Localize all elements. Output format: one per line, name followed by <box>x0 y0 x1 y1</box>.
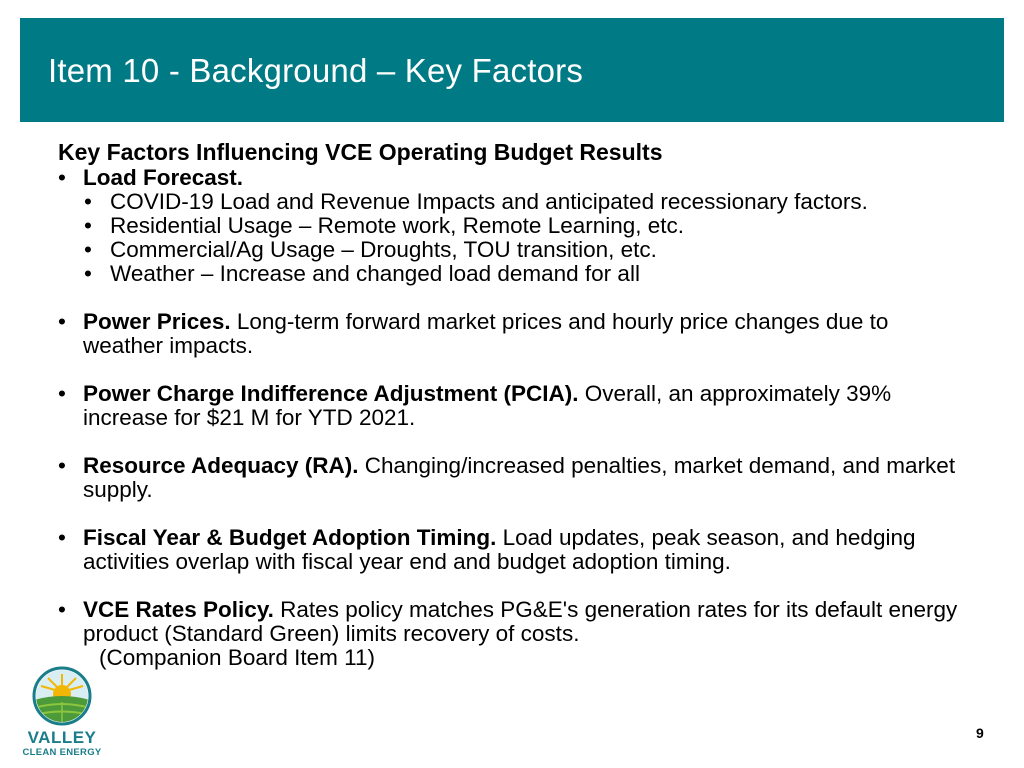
bullet-text: Load updates, peak season, and hedging activities overlap with fiscal year end and budget adoption timing. <box>83 525 916 574</box>
slide-title: Item 10 - Background – Key Factors <box>48 52 584 89</box>
sub-bullet-text: Weather – Increase and changed load demand for all <box>110 261 640 286</box>
sub-bullet-item <box>84 214 958 238</box>
bullet-dot: • <box>84 213 92 238</box>
bullet-dot: • <box>58 453 66 478</box>
bullet-text: Changing/increased penalties, market demand, and market supply. <box>83 453 956 502</box>
logo-name-line1: VALLEY <box>27 728 97 747</box>
bullet-dot: • <box>58 525 66 550</box>
load-forecast-sub-list <box>84 190 958 286</box>
bullet-power-prices <box>58 310 958 358</box>
bullet-dot: • <box>84 189 92 214</box>
bullet-load-forecast <box>58 166 958 190</box>
companion-note: (Companion Board Item 11) <box>99 645 375 670</box>
bullet-label: Load Forecast. <box>83 165 244 190</box>
bullet-dot: • <box>58 597 66 622</box>
bullet-label: Resource Adequacy (RA). <box>83 453 359 478</box>
bullet-pcia <box>58 382 958 430</box>
bullet-dot: • <box>84 237 92 262</box>
bullet-rates-policy <box>58 598 958 670</box>
bullet-fiscal-year <box>58 526 958 574</box>
sub-bullet-item <box>84 238 958 262</box>
bullet-label: VCE Rates Policy. <box>83 597 274 622</box>
sub-bullet-text: Residential Usage – Remote work, Remote Learning, etc. <box>110 213 685 238</box>
bullet-text: Rates policy matches PG&E's generation rates for its default energy product (Standard Green) limits recovery of costs. <box>83 597 958 646</box>
section-heading: Key Factors Influencing VCE Operating Budget Results <box>58 139 663 165</box>
bullet-dot: • <box>58 165 66 190</box>
logo-name-line2: CLEAN ENERGY <box>22 747 102 758</box>
bullet-text: Overall, an approximately 39% increase for $21 M for YTD 2021. <box>83 381 892 430</box>
sub-bullet-text: Commercial/Ag Usage – Droughts, TOU transition, etc. <box>110 237 657 262</box>
sub-bullet-item <box>84 190 958 214</box>
page-number: 9 <box>976 725 984 741</box>
bullet-resource-adequacy <box>58 454 958 502</box>
sub-bullet-text: COVID-19 Load and Revenue Impacts and anticipated recessionary factors. <box>110 189 868 214</box>
bullet-label: Power Charge Indifference Adjustment (PCIA). <box>83 381 579 406</box>
slide-content <box>58 138 958 670</box>
bullet-label: Power Prices. <box>83 309 231 334</box>
bullet-dot: • <box>58 381 66 406</box>
bullet-label: Fiscal Year & Budget Adoption Timing. <box>83 525 497 550</box>
bullet-text: Long-term forward market prices and hourly price changes due to weather impacts. <box>83 309 889 358</box>
sun-field-logo-icon <box>14 666 110 728</box>
bullet-dot: • <box>58 309 66 334</box>
sub-bullet-item <box>84 262 958 286</box>
valley-clean-energy-logo <box>14 666 110 762</box>
bullet-dot: • <box>84 261 92 286</box>
